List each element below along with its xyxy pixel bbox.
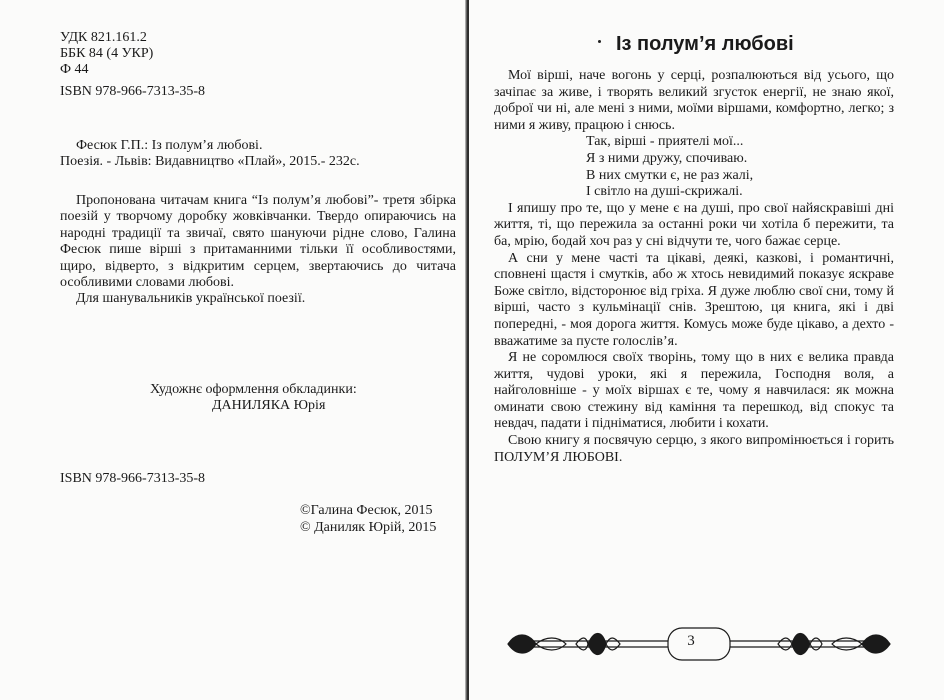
cover-design-label: Художнє оформлення обкладинки: [150, 382, 357, 397]
page-title: Із полум’я любові [616, 33, 794, 55]
isbn-top: ISBN 978-966-7313-35-8 [60, 84, 206, 99]
left-page [0, 0, 467, 700]
copyright-designer: © Даниляк Юрій, 2015 [300, 520, 437, 535]
bibliographic-line-2: Поезія. - Львів: Видавництво «Плай», 2015.- 232с. [60, 154, 360, 169]
page-number: 3 [687, 633, 695, 649]
preface-text [494, 68, 894, 466]
poem-line: В них смутки є, не раз жалі, [586, 167, 754, 183]
isbn-bottom: ISBN 978-966-7313-35-8 [60, 471, 206, 486]
udk-code: УДК 821.161.2 [60, 30, 147, 45]
cover-designer: ДАНИЛЯКА Юрія [212, 398, 326, 413]
preface-paragraph-4: Я не соромлюся своїх творінь, тому що в них є велика правда життя, чудові уроки, які я пережила, Господня воля, а найголовніше - у моїх віршах є те, чому я навчилася: як можна оминати свою стежину від каміння та перешкод, від спокус та невдач, падати і підніматися, любити і кохати. [494, 350, 894, 432]
poem-quatrain [494, 134, 894, 200]
preface-paragraph-2: І япишу про те, що у мене є на душі, про свої найяскравіші дні життя, ті, що пережила за останні роки чи хотіла б пережити, та ба, мрію, бодай хоч раз у сні відчути те, чого бажає серце. [494, 200, 894, 249]
annotation-audience: Для шанувальників української поезії. [76, 291, 306, 307]
poem-line: І світло на душі-скрижалі. [586, 184, 743, 200]
poem-line: Я з ними дружу, спочиваю. [586, 150, 748, 166]
bbk-code: ББК 84 (4 УКР) [60, 46, 154, 61]
author-sign: Ф 44 [60, 62, 89, 77]
preface-paragraph-3: А сни у мене часті та цікаві, деякі, казкові, і романтичні, сповнені щастя і смутків, або ж хтось невидимий показує яскраве Боже світло, відсторонює від гріха. Я дуже люблю свої сни, тому й вірші, часто з кульмінації снів. Зрештою, ця книга, які і дві попередні, - моя дорога життя. Комусь може буде цікаво, а дехто - вважатиме за пусте голослів’я. [494, 250, 894, 349]
preface-paragraph-1: Мої вірші, наче вогонь у серці, розпалюються від усього, що зачіпає за живе, і творять великий згусток енергії, не знаю якої, доброї чи ні, але мені з ними, моїми віршами, комфортно, легко; з ними я живу, працюю і снюсь. [494, 68, 894, 133]
copyright-author: ©Галина Фесюк, 2015 [300, 503, 433, 518]
bibliographic-line-1: Фесюк Г.П.: Із полум’я любові. [76, 138, 263, 153]
annotation-paragraph: Пропонована читачам книга “Із полум’я любові”- третя збірка поезій у творчому доробку жовківчанки. Твердо опираючись на народні традиції та звичаї, свято шануючи рідне слово, Галина Фесюк пише вірші з притаманними тільки її особливостями, щиро, відверто, з відкритим серцем, звертаючись до читача особливими словами любові. [60, 193, 456, 291]
annotation [60, 193, 456, 308]
title-mark [598, 40, 601, 43]
preface-paragraph-5: Свою книгу я посвячую серцю, з якого випромінюється і горить ПОЛУМ’Я ЛЮБОВІ. [494, 433, 894, 465]
poem-line: Так, вірші - приятелі мої... [586, 134, 744, 150]
